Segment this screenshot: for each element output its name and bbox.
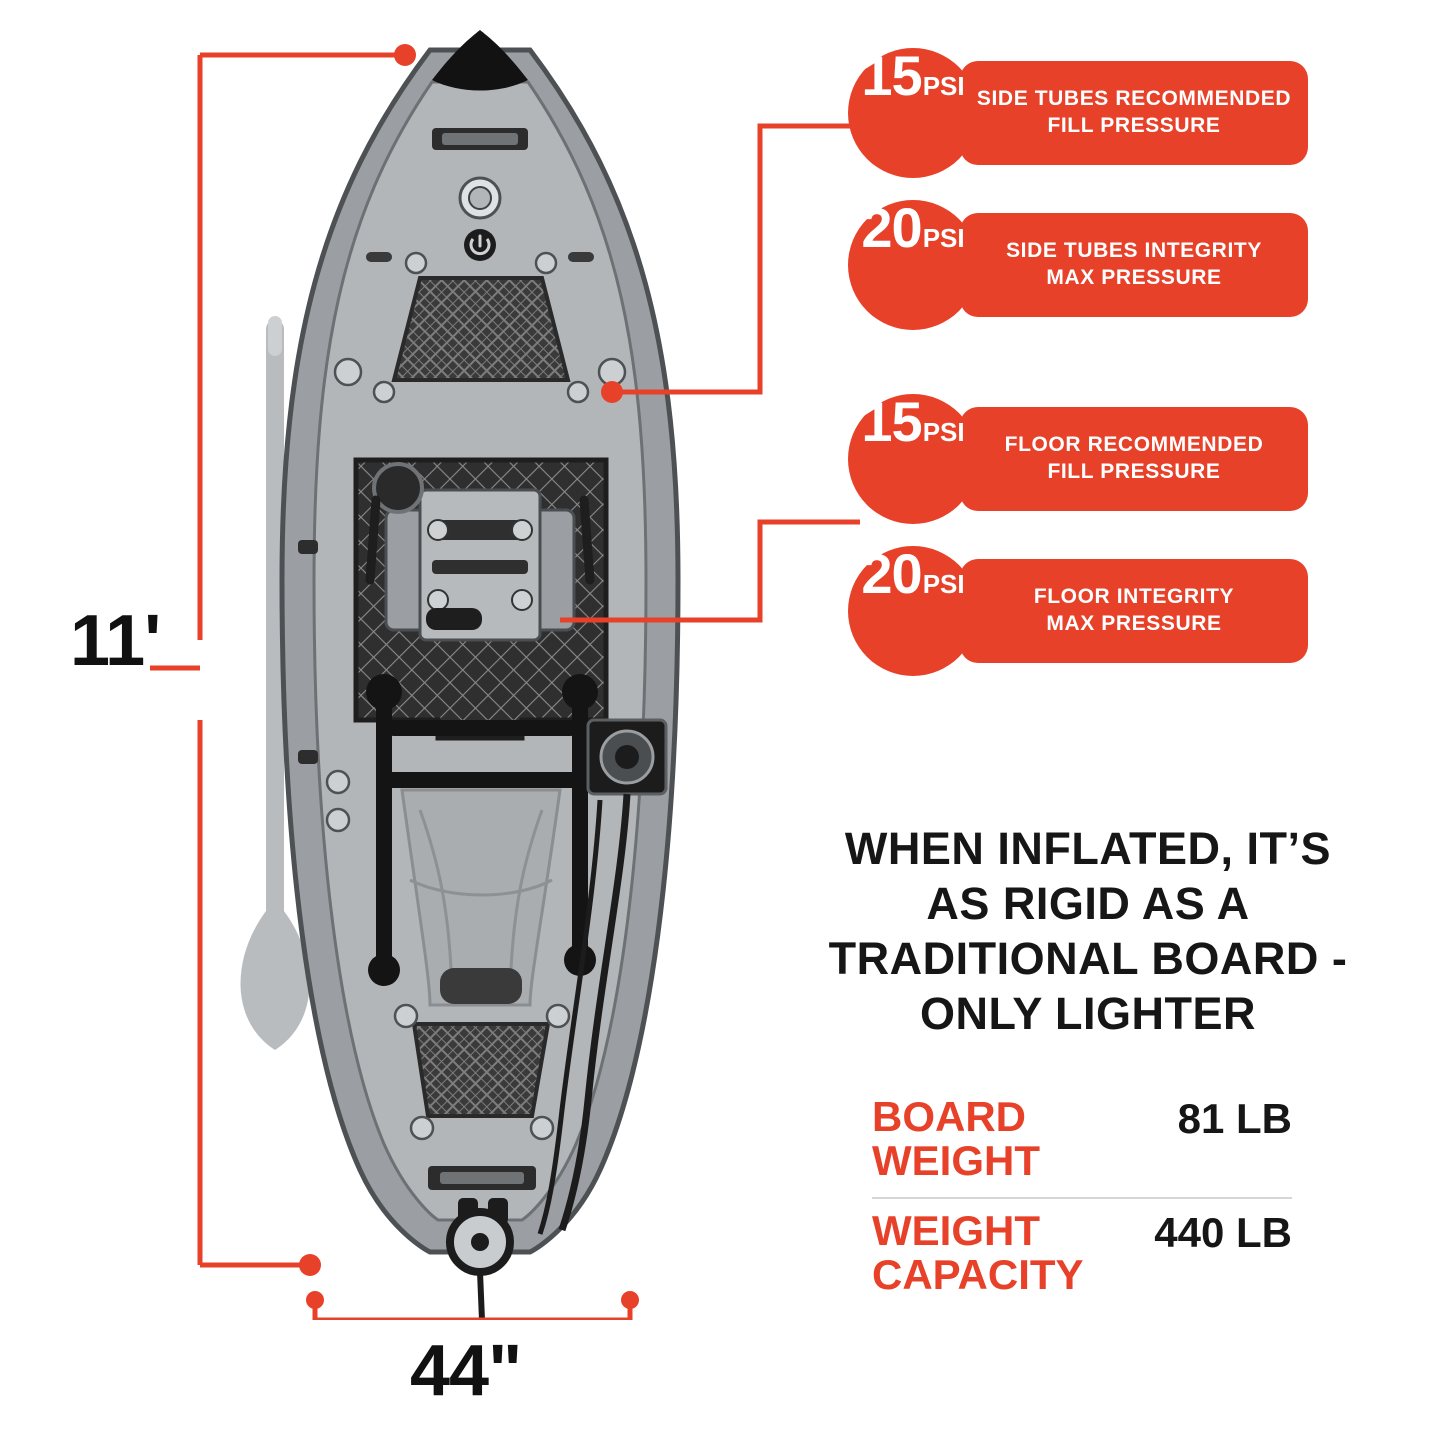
length-dimension-label: 11'	[70, 601, 161, 681]
callout-side-tubes-max	[848, 196, 1308, 330]
spec-label-line2: CAPACITY	[872, 1251, 1084, 1299]
psi-value: 15	[861, 390, 922, 453]
psi-unit: PSI	[922, 223, 965, 253]
spec-value: 81 LB	[1177, 1095, 1292, 1142]
callout-psi-badge	[848, 542, 978, 676]
spec-value: 440 LB	[1154, 1209, 1292, 1257]
callout-floor-max	[848, 542, 1308, 676]
spec-table	[872, 1085, 1292, 1311]
callout-line1: SIDE TUBES RECOMMENDED	[976, 87, 1292, 111]
rear-cargo-net	[414, 1024, 548, 1116]
psi-unit: PSI	[922, 569, 965, 599]
callout-pill	[960, 407, 1308, 511]
psi-unit: PSI	[922, 417, 965, 447]
callout-psi-badge	[848, 44, 978, 178]
callout-line1: FLOOR RECOMMENDED	[1004, 433, 1264, 457]
callout-psi-badge	[848, 390, 978, 524]
callout-pill	[960, 213, 1308, 317]
spec-label-line1: BOARD	[872, 1093, 1026, 1140]
spec-row-weight-capacity	[872, 1199, 1292, 1311]
spec-label-line1: WEIGHT	[872, 1207, 1040, 1255]
psi-unit: PSI	[922, 71, 965, 101]
callout-side-tubes-recommended	[848, 44, 1308, 178]
callout-line2: FILL PRESSURE	[1047, 460, 1221, 483]
spec-row-board-weight	[872, 1085, 1292, 1197]
psi-value: 20	[861, 196, 922, 259]
psi-value: 20	[861, 542, 922, 605]
spec-label-line2: WEIGHT	[872, 1137, 1040, 1185]
spec-label	[872, 1209, 1084, 1297]
callout-line2: MAX PRESSURE	[1046, 266, 1222, 289]
spec-label	[872, 1095, 1040, 1183]
psi-value: 15	[861, 44, 922, 107]
width-dimension-label: 44"	[410, 1331, 522, 1411]
callout-pill	[960, 559, 1308, 663]
headline-text: WHEN INFLATED, IT’S AS RIGID AS A TRADITIONAL BOARD - ONLY LIGHTER	[828, 823, 1348, 1039]
callout-line2: MAX PRESSURE	[1046, 612, 1222, 635]
callout-line1: SIDE TUBES INTEGRITY	[1006, 239, 1262, 263]
callout-floor-recommended	[848, 390, 1308, 524]
psi-callout-list	[848, 44, 1308, 698]
callout-line2: FILL PRESSURE	[1047, 114, 1221, 137]
callout-group-spacer	[848, 352, 1308, 394]
front-cargo-net	[394, 278, 568, 380]
callout-pill	[960, 61, 1308, 165]
callout-line1: FLOOR INTEGRITY	[1033, 585, 1235, 609]
callout-psi-badge	[848, 196, 978, 330]
